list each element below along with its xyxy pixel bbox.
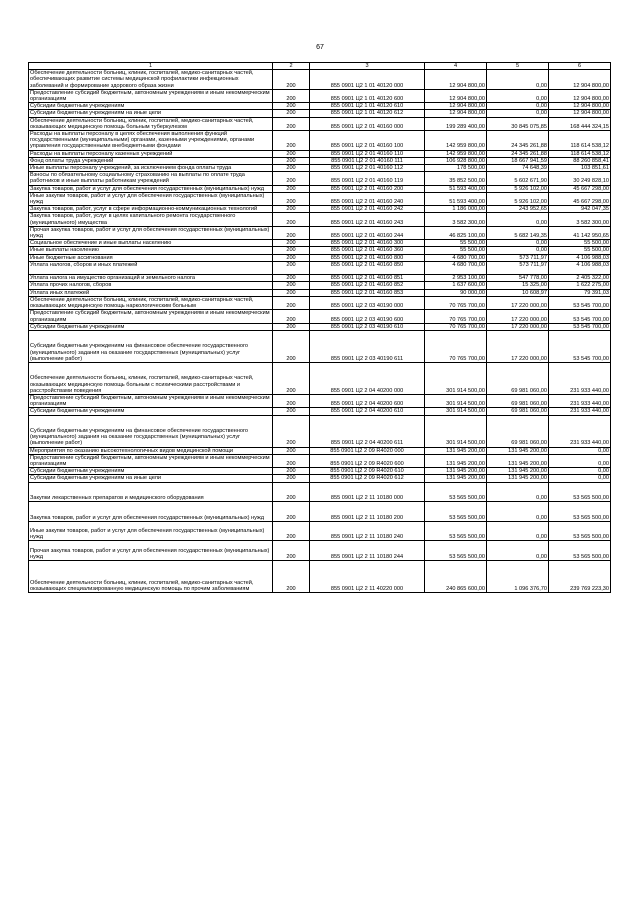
row-name-cell: Иные выплаты персоналу учреждений, за исключением фонда оплаты труда	[29, 165, 273, 172]
row-plan-cell: 51 593 400,00	[425, 192, 487, 205]
row-kbk-cell: 855 0901 Ц2 2 01 40160 240	[310, 192, 425, 205]
table-row	[29, 165, 611, 172]
row-remainder-cell: 4 106 988,03	[549, 261, 611, 274]
row-kbk-cell: 855 0901 Ц2 1 01 40120 610	[310, 103, 425, 110]
row-plan-cell: 199 289 400,00	[425, 117, 487, 130]
row-name-cell: Субсидии бюджетным учреждениям на иные цели	[29, 475, 273, 482]
row-executed-cell: 573 711,97	[487, 254, 549, 261]
row-remainder-cell: 55 500,00	[549, 247, 611, 254]
row-code-cell: 200	[273, 310, 310, 323]
row-executed-cell: 15 325,00	[487, 282, 549, 289]
row-plan-cell: 301 914 500,00	[425, 408, 487, 415]
row-remainder-cell: 53 545 700,00	[549, 330, 611, 362]
row-kbk-cell: 855 0901 Ц2 2 04 40200 610	[310, 408, 425, 415]
table-row	[29, 310, 611, 323]
row-remainder-cell: 53 545 700,00	[549, 310, 611, 323]
row-name-cell: Расходы на выплаты персоналу казенных учреждений	[29, 150, 273, 157]
row-executed-cell: 24 345 261,88	[487, 131, 549, 151]
column-number-row	[29, 63, 611, 70]
row-code-cell: 200	[273, 70, 310, 90]
row-kbk-cell: 855 0901 Ц2 2 11 10180 200	[310, 502, 425, 522]
row-plan-cell: 46 825 100,00	[425, 226, 487, 239]
row-executed-cell: 243 952,65	[487, 206, 549, 213]
row-kbk-cell: 855 0901 Ц2 2 01 40160 110	[310, 150, 425, 157]
row-remainder-cell: 0,00	[549, 468, 611, 475]
row-remainder-cell: 231 933 440,00	[549, 394, 611, 407]
row-executed-cell: 69 981 060,00	[487, 415, 549, 447]
row-name-cell: Иные закупки товаров, работ и услуг для обеспечения государственных (муниципальных) нужд	[29, 521, 273, 541]
table-row	[29, 521, 611, 541]
row-code-cell: 200	[273, 240, 310, 247]
row-remainder-cell: 12 904 800,00	[549, 103, 611, 110]
row-name-cell: Субсидии бюджетным учреждениям	[29, 103, 273, 110]
row-executed-cell: 0,00	[487, 502, 549, 522]
row-remainder-cell: 118 614 538,12	[549, 131, 611, 151]
row-kbk-cell: 855 0901 Ц2 2 01 40160 850	[310, 261, 425, 274]
row-remainder-cell: 55 500,00	[549, 240, 611, 247]
table-row	[29, 468, 611, 475]
table-row	[29, 240, 611, 247]
row-name-cell: Обеспечение деятельности больниц, клиник, госпиталей, медико-санитарных частей, оказывающих медицинскую помощь наркологическим больным	[29, 296, 273, 309]
row-name-cell: Предоставление субсидий бюджетным, автономным учреждениям и иным некоммерческим организациям	[29, 454, 273, 467]
row-plan-cell: 70 765 700,00	[425, 323, 487, 330]
row-executed-cell: 131 945 200,00	[487, 447, 549, 454]
row-kbk-cell: 855 0901 Ц2 2 11 10180 000	[310, 482, 425, 502]
row-code-cell: 200	[273, 150, 310, 157]
row-remainder-cell: 118 614 538,12	[549, 150, 611, 157]
table-row	[29, 502, 611, 522]
row-code-cell: 200	[273, 289, 310, 296]
table-row	[29, 206, 611, 213]
row-plan-cell: 12 904 800,00	[425, 103, 487, 110]
row-remainder-cell: 231 933 440,00	[549, 408, 611, 415]
row-executed-cell: 24 345 261,88	[487, 150, 549, 157]
row-name-cell: Субсидии бюджетным учреждениям	[29, 408, 273, 415]
row-name-cell: Прочая закупка товаров, работ и услуг для обеспечения государственных (муниципальных) нужд	[29, 541, 273, 561]
row-remainder-cell: 231 933 440,00	[549, 415, 611, 447]
row-plan-cell: 301 914 500,00	[425, 415, 487, 447]
row-code-cell: 200	[273, 447, 310, 454]
row-code-cell: 200	[273, 282, 310, 289]
row-code-cell: 200	[273, 541, 310, 561]
row-executed-cell: 0,00	[487, 240, 549, 247]
row-name-cell: Прочая закупка товаров, работ и услуг для обеспечения государственных (муниципальных) нужд	[29, 226, 273, 239]
row-executed-cell: 0,00	[487, 247, 549, 254]
row-kbk-cell: 855 0901 Ц2 2 01 40160 853	[310, 289, 425, 296]
table-row	[29, 261, 611, 274]
row-name-cell: Уплата иных платежей	[29, 289, 273, 296]
row-executed-cell: 10 608,97	[487, 289, 549, 296]
row-kbk-cell: 855 0901 Ц2 2 09 R4020 600	[310, 454, 425, 467]
table-row	[29, 541, 611, 561]
row-kbk-cell: 855 0901 Ц2 2 01 40160 300	[310, 240, 425, 247]
row-plan-cell: 131 945 200,00	[425, 468, 487, 475]
row-remainder-cell: 88 260 858,41	[549, 157, 611, 164]
row-kbk-cell: 855 0901 Ц2 2 01 40160 244	[310, 226, 425, 239]
table-row	[29, 117, 611, 130]
row-plan-cell: 106 928 800,00	[425, 157, 487, 164]
row-kbk-cell: 855 0901 Ц2 1 01 40120 000	[310, 70, 425, 90]
row-plan-cell: 55 500,00	[425, 240, 487, 247]
row-executed-cell: 17 220 000,00	[487, 330, 549, 362]
table-row	[29, 89, 611, 102]
col-header-3: 3	[310, 63, 425, 70]
row-code-cell: 200	[273, 521, 310, 541]
row-executed-cell: 17 220 000,00	[487, 323, 549, 330]
row-code-cell: 200	[273, 482, 310, 502]
row-name-cell: Субсидии бюджетным учреждениям на иные цели	[29, 110, 273, 117]
table-row	[29, 226, 611, 239]
row-plan-cell: 51 593 400,00	[425, 185, 487, 192]
row-code-cell: 200	[273, 454, 310, 467]
row-name-cell: Иные бюджетные ассигнования	[29, 254, 273, 261]
row-name-cell: Иные закупки товаров, работ и услуг для обеспечения государственных (муниципальных) нужд	[29, 192, 273, 205]
row-kbk-cell: 855 0901 Ц2 2 01 40160 242	[310, 206, 425, 213]
table-body	[29, 70, 611, 593]
row-plan-cell: 131 945 200,00	[425, 447, 487, 454]
row-remainder-cell: 53 565 500,00	[549, 502, 611, 522]
table-row	[29, 185, 611, 192]
row-executed-cell: 131 945 200,00	[487, 468, 549, 475]
row-code-cell: 200	[273, 408, 310, 415]
row-kbk-cell: 855 0901 Ц2 2 01 40160 243	[310, 213, 425, 226]
table-row	[29, 254, 611, 261]
row-name-cell: Субсидии бюджетным учреждениям на финансовое обеспечение государственного (муниципального) задания на оказание государственных (муниципальных) услуг (выполнение работ)	[29, 415, 273, 447]
row-kbk-cell: 855 0901 Ц2 2 03 40190 610	[310, 323, 425, 330]
page-number: 67	[316, 44, 324, 51]
table-row	[29, 150, 611, 157]
row-remainder-cell: 0,00	[549, 475, 611, 482]
row-remainder-cell: 942 047,35	[549, 206, 611, 213]
row-kbk-cell: 855 0901 Ц2 2 01 40160 360	[310, 247, 425, 254]
row-plan-cell: 12 904 800,00	[425, 70, 487, 90]
row-code-cell: 200	[273, 254, 310, 261]
row-remainder-cell: 2 405 322,00	[549, 275, 611, 282]
row-kbk-cell: 855 0901 Ц2 2 04 40200 611	[310, 415, 425, 447]
row-remainder-cell: 1 622 275,00	[549, 282, 611, 289]
row-code-cell: 200	[273, 323, 310, 330]
row-code-cell: 200	[273, 89, 310, 102]
row-plan-cell: 70 765 700,00	[425, 296, 487, 309]
row-kbk-cell: 855 0901 Ц2 2 11 10180 240	[310, 521, 425, 541]
row-plan-cell: 1 186 000,00	[425, 206, 487, 213]
row-remainder-cell: 4 106 988,03	[549, 254, 611, 261]
row-code-cell: 200	[273, 247, 310, 254]
row-code-cell: 200	[273, 103, 310, 110]
row-name-cell: Закупка товаров, работ и услуг для обеспечения государственных (муниципальных) нужд	[29, 185, 273, 192]
row-code-cell: 200	[273, 165, 310, 172]
row-name-cell: Мероприятия по оказанию высокотехнологичных видов медицинской помощи	[29, 447, 273, 454]
row-name-cell: Предоставление субсидий бюджетным, автономным учреждениям и иным некоммерческим организациям	[29, 394, 273, 407]
table-row	[29, 475, 611, 482]
row-plan-cell: 35 852 500,00	[425, 172, 487, 185]
row-code-cell: 200	[273, 261, 310, 274]
table-row	[29, 282, 611, 289]
row-code-cell: 200	[273, 362, 310, 394]
row-name-cell: Закупки лекарственных препаратов и медицинского оборудования	[29, 482, 273, 502]
row-remainder-cell: 0,00	[549, 454, 611, 467]
row-name-cell: Обеспечение деятельности больниц, клиник, госпиталей, медико-санитарных частей, обеспечивающих развитие системы медицинской профилактики инфекционных заболеваний и формирование здорового образа жизни	[29, 70, 273, 90]
row-plan-cell: 2 953 100,00	[425, 275, 487, 282]
row-kbk-cell: 855 0901 Ц2 2 11 10180 244	[310, 541, 425, 561]
row-name-cell: Взносы по обязательному социальному страхованию на выплаты по оплате труда работников и иные выплаты работникам учреждений	[29, 172, 273, 185]
row-code-cell: 200	[273, 275, 310, 282]
row-remainder-cell: 103 851,61	[549, 165, 611, 172]
row-executed-cell: 5 602 671,90	[487, 172, 549, 185]
table-row	[29, 560, 611, 592]
row-remainder-cell: 53 545 700,00	[549, 296, 611, 309]
row-kbk-cell: 855 0901 Ц2 2 09 R4020 000	[310, 447, 425, 454]
row-remainder-cell: 231 933 440,00	[549, 362, 611, 394]
row-name-cell: Обеспечение деятельности больниц, клиник, госпиталей, медико-санитарных частей, оказывающих медицинскую помощь больным туберкулезом	[29, 117, 273, 130]
row-executed-cell: 5 926 102,00	[487, 192, 549, 205]
row-name-cell: Субсидии бюджетным учреждениям на финансовое обеспечение государственного (муниципального) задания на оказание государственных (муниципальных) услуг (выполнение работ)	[29, 330, 273, 362]
table-row	[29, 247, 611, 254]
row-kbk-cell: 855 0901 Ц2 2 03 40190 000	[310, 296, 425, 309]
row-code-cell: 200	[273, 185, 310, 192]
row-executed-cell: 5 682 149,35	[487, 226, 549, 239]
row-executed-cell: 5 926 102,00	[487, 185, 549, 192]
row-remainder-cell: 12 904 800,00	[549, 110, 611, 117]
table-row	[29, 330, 611, 362]
row-plan-cell: 131 945 200,00	[425, 475, 487, 482]
row-kbk-cell: 855 0901 Ц2 1 01 40120 612	[310, 110, 425, 117]
row-executed-cell: 0,00	[487, 521, 549, 541]
table-row	[29, 296, 611, 309]
row-name-cell: Иные выплаты населению	[29, 247, 273, 254]
row-executed-cell: 69 981 060,00	[487, 408, 549, 415]
row-plan-cell: 3 582 300,00	[425, 213, 487, 226]
row-executed-cell: 573 711,97	[487, 261, 549, 274]
row-name-cell: Субсидии бюджетным учреждениям	[29, 468, 273, 475]
row-name-cell: Обеспечение деятельности больниц, клиник, госпиталей, медико-санитарных частей, оказывающих медицинскую помощь больным с психическими расстройствами и расстройствами поведения	[29, 362, 273, 394]
row-kbk-cell: 855 0901 Ц2 2 01 40160 852	[310, 282, 425, 289]
row-remainder-cell: 41 142 950,65	[549, 226, 611, 239]
row-plan-cell: 301 914 500,00	[425, 362, 487, 394]
table-row	[29, 447, 611, 454]
table-row	[29, 172, 611, 185]
row-kbk-cell: 855 0901 Ц2 2 03 40190 600	[310, 310, 425, 323]
row-code-cell: 200	[273, 415, 310, 447]
col-header-6: 6	[549, 63, 611, 70]
row-remainder-cell: 0,00	[549, 447, 611, 454]
row-plan-cell: 1 637 600,00	[425, 282, 487, 289]
table-row	[29, 362, 611, 394]
table-row	[29, 103, 611, 110]
row-name-cell: Уплата налогов, сборов и иных платежей	[29, 261, 273, 274]
row-plan-cell: 301 914 500,00	[425, 394, 487, 407]
row-name-cell: Закупка товаров, работ и услуг для обеспечения государственных (муниципальных) нужд	[29, 502, 273, 522]
row-name-cell: Обеспечение деятельности больниц, клиник, госпиталей, медико-санитарных частей, оказывающих специализированную медицинскую помощь по прочим заболеваниям	[29, 560, 273, 592]
row-plan-cell: 4 680 700,00	[425, 254, 487, 261]
row-code-cell: 200	[273, 172, 310, 185]
row-kbk-cell: 855 0901 Ц2 2 01 40160 119	[310, 172, 425, 185]
row-name-cell: Уплата налога на имущество организаций и земельного налога	[29, 275, 273, 282]
row-name-cell: Предоставление субсидий бюджетным, автономным учреждениям и иным некоммерческим организациям	[29, 89, 273, 102]
row-remainder-cell: 30 249 828,10	[549, 172, 611, 185]
table-row	[29, 192, 611, 205]
table-row	[29, 110, 611, 117]
table-row	[29, 454, 611, 467]
table-row	[29, 323, 611, 330]
row-executed-cell: 547 778,00	[487, 275, 549, 282]
row-remainder-cell: 53 565 500,00	[549, 521, 611, 541]
table-row	[29, 157, 611, 164]
row-executed-cell: 69 981 060,00	[487, 362, 549, 394]
row-executed-cell: 17 220 000,00	[487, 296, 549, 309]
row-remainder-cell: 45 667 298,00	[549, 192, 611, 205]
row-executed-cell: 18 667 941,59	[487, 157, 549, 164]
row-executed-cell: 0,00	[487, 213, 549, 226]
row-executed-cell: 1 096 376,70	[487, 560, 549, 592]
row-executed-cell: 69 981 060,00	[487, 394, 549, 407]
row-remainder-cell: 3 582 300,00	[549, 213, 611, 226]
row-code-cell: 200	[273, 131, 310, 151]
row-executed-cell: 30 845 075,85	[487, 117, 549, 130]
row-plan-cell: 178 500,00	[425, 165, 487, 172]
row-kbk-cell: 855 0901 Ц2 2 04 40200 000	[310, 362, 425, 394]
row-executed-cell: 0,00	[487, 103, 549, 110]
row-executed-cell: 74 648,39	[487, 165, 549, 172]
table-row	[29, 275, 611, 282]
row-executed-cell: 17 220 000,00	[487, 310, 549, 323]
row-name-cell: Фонд оплаты труда учреждений	[29, 157, 273, 164]
row-kbk-cell: 855 0901 Ц2 2 01 40160 112	[310, 165, 425, 172]
row-plan-cell: 131 945 200,00	[425, 454, 487, 467]
row-kbk-cell: 855 0901 Ц2 2 01 40160 851	[310, 275, 425, 282]
row-kbk-cell: 855 0901 Ц2 2 04 40200 600	[310, 394, 425, 407]
row-plan-cell: 55 500,00	[425, 247, 487, 254]
row-remainder-cell: 53 545 700,00	[549, 323, 611, 330]
table-row	[29, 408, 611, 415]
row-executed-cell: 0,00	[487, 70, 549, 90]
row-plan-cell: 53 565 500,00	[425, 482, 487, 502]
row-remainder-cell: 168 444 324,15	[549, 117, 611, 130]
row-code-cell: 200	[273, 157, 310, 164]
row-executed-cell: 0,00	[487, 110, 549, 117]
row-kbk-cell: 855 0901 Ц2 2 01 40160 100	[310, 131, 425, 151]
table-row	[29, 131, 611, 151]
row-remainder-cell: 12 904 800,00	[549, 89, 611, 102]
table-row	[29, 289, 611, 296]
col-header-1: 1	[29, 63, 273, 70]
col-header-5: 5	[487, 63, 549, 70]
row-code-cell: 200	[273, 117, 310, 130]
row-remainder-cell: 53 565 500,00	[549, 541, 611, 561]
row-executed-cell: 131 945 200,00	[487, 475, 549, 482]
table-row	[29, 482, 611, 502]
row-code-cell: 200	[273, 475, 310, 482]
row-plan-cell: 53 565 500,00	[425, 541, 487, 561]
row-name-cell: Уплата прочих налогов, сборов	[29, 282, 273, 289]
row-plan-cell: 53 565 500,00	[425, 502, 487, 522]
row-kbk-cell: 855 0901 Ц2 2 09 R4020 612	[310, 475, 425, 482]
row-kbk-cell: 855 0901 Ц2 2 01 40160 800	[310, 254, 425, 261]
row-plan-cell: 142 959 800,00	[425, 131, 487, 151]
row-plan-cell: 142 959 800,00	[425, 150, 487, 157]
row-name-cell: Закупка товаров, работ, услуг в сфере информационно-коммуникационных технологий	[29, 206, 273, 213]
row-name-cell: Расходы на выплаты персоналу в целях обеспечения выполнения функций государственными (муниципальными) органами, казенными учреждениями, органами управления государственными внебюджетными фондами	[29, 131, 273, 151]
row-executed-cell: 131 945 200,00	[487, 454, 549, 467]
row-code-cell: 200	[273, 192, 310, 205]
col-header-4: 4	[425, 63, 487, 70]
row-code-cell: 200	[273, 330, 310, 362]
row-plan-cell: 12 904 800,00	[425, 89, 487, 102]
row-executed-cell: 0,00	[487, 541, 549, 561]
row-plan-cell: 70 765 700,00	[425, 330, 487, 362]
row-name-cell: Субсидии бюджетным учреждениям	[29, 323, 273, 330]
row-plan-cell: 53 565 500,00	[425, 521, 487, 541]
row-plan-cell: 12 904 800,00	[425, 110, 487, 117]
row-remainder-cell: 45 667 298,00	[549, 185, 611, 192]
row-plan-cell: 240 865 600,00	[425, 560, 487, 592]
row-kbk-cell: 855 0901 Ц2 1 01 40120 600	[310, 89, 425, 102]
row-name-cell: Предоставление субсидий бюджетным, автономным учреждениям и иным некоммерческим организациям	[29, 310, 273, 323]
row-name-cell: Социальное обеспечение и иные выплаты населению	[29, 240, 273, 247]
row-plan-cell: 90 000,00	[425, 289, 487, 296]
table-row	[29, 394, 611, 407]
col-header-2: 2	[273, 63, 310, 70]
row-executed-cell: 0,00	[487, 482, 549, 502]
row-code-cell: 200	[273, 296, 310, 309]
row-code-cell: 200	[273, 502, 310, 522]
row-remainder-cell: 12 904 800,00	[549, 70, 611, 90]
row-remainder-cell: 79 391,03	[549, 289, 611, 296]
row-plan-cell: 4 680 700,00	[425, 261, 487, 274]
row-kbk-cell: 855 0901 Ц2 2 01 40160 000	[310, 117, 425, 130]
row-code-cell: 200	[273, 468, 310, 475]
row-code-cell: 200	[273, 560, 310, 592]
table-row	[29, 213, 611, 226]
row-code-cell: 200	[273, 394, 310, 407]
row-kbk-cell: 855 0901 Ц2 2 03 40190 611	[310, 330, 425, 362]
row-plan-cell: 70 765 700,00	[425, 310, 487, 323]
row-code-cell: 200	[273, 110, 310, 117]
row-executed-cell: 0,00	[487, 89, 549, 102]
row-code-cell: 200	[273, 226, 310, 239]
table-row	[29, 70, 611, 90]
row-code-cell: 200	[273, 206, 310, 213]
row-kbk-cell: 855 0901 Ц2 2 09 R4020 610	[310, 468, 425, 475]
row-kbk-cell: 855 0901 Ц2 2 01 40160 111	[310, 157, 425, 164]
row-kbk-cell: 855 0901 Ц2 2 11 40220 000	[310, 560, 425, 592]
row-name-cell: Закупка товаров, работ, услуг в целях капитального ремонта государственного (муниципального) имущества	[29, 213, 273, 226]
row-code-cell: 200	[273, 213, 310, 226]
row-remainder-cell: 239 769 223,30	[549, 560, 611, 592]
row-kbk-cell: 855 0901 Ц2 2 01 40160 200	[310, 185, 425, 192]
row-remainder-cell: 53 565 500,00	[549, 482, 611, 502]
budget-execution-table	[28, 62, 611, 593]
table-row	[29, 415, 611, 447]
